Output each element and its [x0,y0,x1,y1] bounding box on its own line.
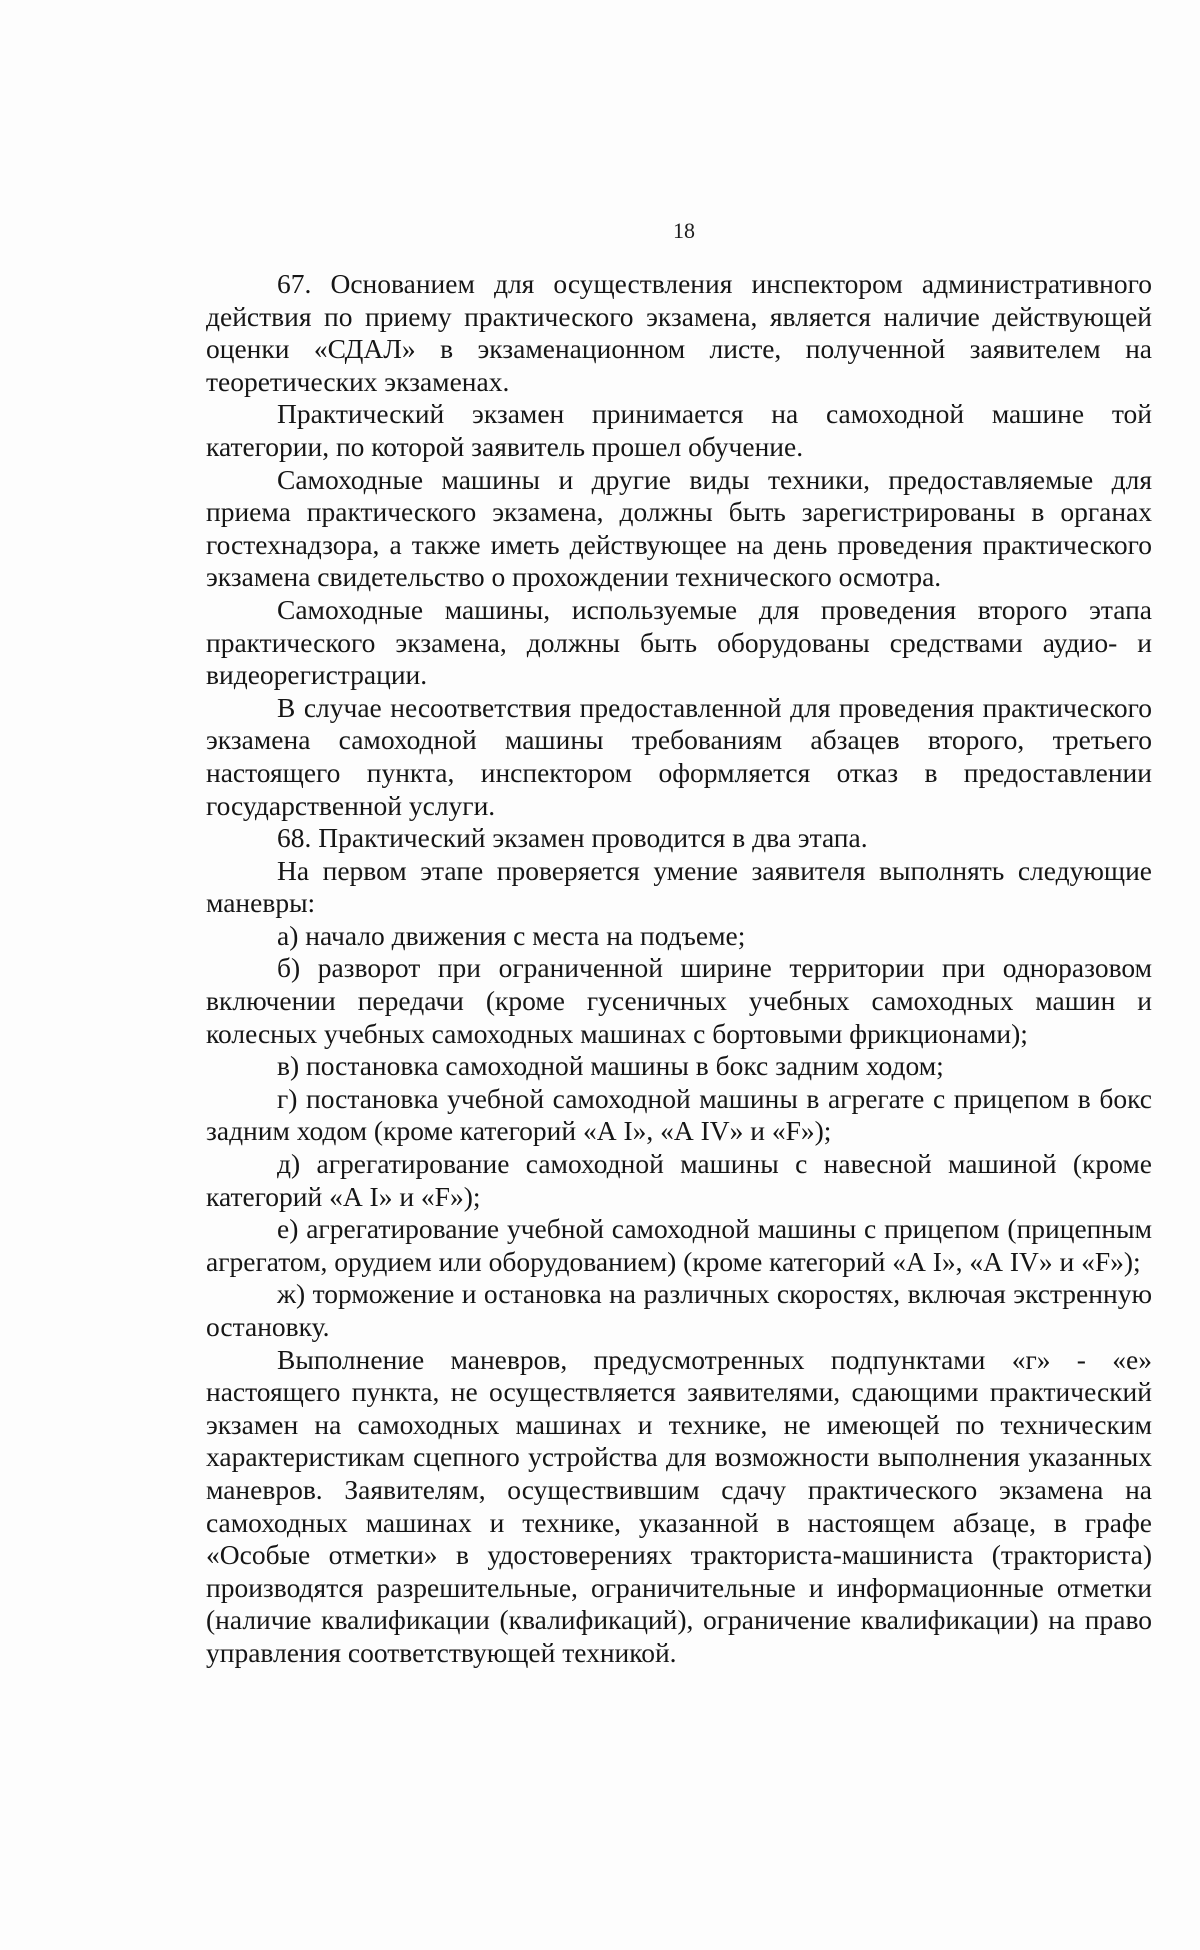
paragraph-68-two-stages: 68. Практический экзамен проводится в два этапа. [277,822,868,854]
list-item-g: г) постановка учебной самоходной машины в агрегате с прицепом в бокс задним ходом (кроме категорий «А I», «А IV» и «F»); [206,1082,1152,1147]
paragraph-refusal: В случае несоответствия предоставленной для проведения практического экзамена самоходной машины требованиям абзацев второго, третьего настоящего пункта, инспектором оформляется отказ в предоставлении государственной услуги. [206,691,1152,821]
list-item-zh: ж) торможение и остановка на различных скоростях, включая экстренную остановку. [206,1278,1152,1342]
list-item-v: в) постановка самоходной машины в бокс задним ходом; [277,1050,944,1082]
list-item-e: е) агрегатирование учебной самоходной машины с прицепом (прицепным агрегатом, орудием или оборудованием) (кроме категорий «А I», «А IV» и «F»); [206,1213,1152,1277]
list-item-d: д) агрегатирование самоходной машины с навесной машиной (кроме категорий «А I» и «F»); [206,1148,1152,1212]
paragraph-vehicle-registration: Самоходные машины и другие виды техники, предоставляемые для приема практического экзамена, должны быть зарегистрированы в органах гостехнадзора, а также иметь действующее на день проведения практического экзамена свидетельство о прохождении технического осмотра. [206,463,1152,593]
paragraph-67-basis: 67. Основанием для осуществления инспектором административного действия по приему практического экзамена, является наличие действующей оценки «СДАЛ» в экзаменационном листе, полученной заявителем на теоретических экзаменах. [206,268,1152,397]
page-number: 18 [673,218,695,243]
document-body [206,268,1152,1670]
paragraph-first-stage-intro: На первом этапе проверяется умение заявителя выполнять следующие маневры: [206,854,1152,919]
paragraph-exam-vehicle-category: Практический экзамен принимается на самоходной машине той категории, по которой заявитель прошел обучение. [206,398,1152,462]
paragraph-maneuvers-exception: Выполнение маневров, предусмотренных подпунктами «г» - «е» настоящего пункта, не осуществляется заявителями, сдающими практический экзамен на самоходных машинах и технике, не имеющей по техническим характеристикам сцепного устройства для возможности выполнения указанных маневров. Заявителям, осуществившим сдачу практического экзамена на самоходных машинах и технике, указанной в настоящем абзаце, в графе «Особые отметки» в удостоверениях тракториста-машиниста (тракториста) производятся разрешительные, ограничительные и информационные отметки (наличие квалификации (квалификаций), ограничение квалификации) на право управления соответствующей техникой. [206,1343,1152,1668]
list-item-b: б) разворот при ограниченной ширине территории при одноразовом включении передачи (кроме гусеничных учебных самоходных машин и колесных учебных самоходных машинах с бортовыми фрикционами); [206,952,1152,1049]
list-item-a: а) начало движения с места на подъеме; [277,919,746,951]
paragraph-audio-video-registration: Самоходные машины, используемые для проведения второго этапа практического экзамена, должны быть оборудованы средствами аудио- и видеорегистрации. [206,593,1152,691]
